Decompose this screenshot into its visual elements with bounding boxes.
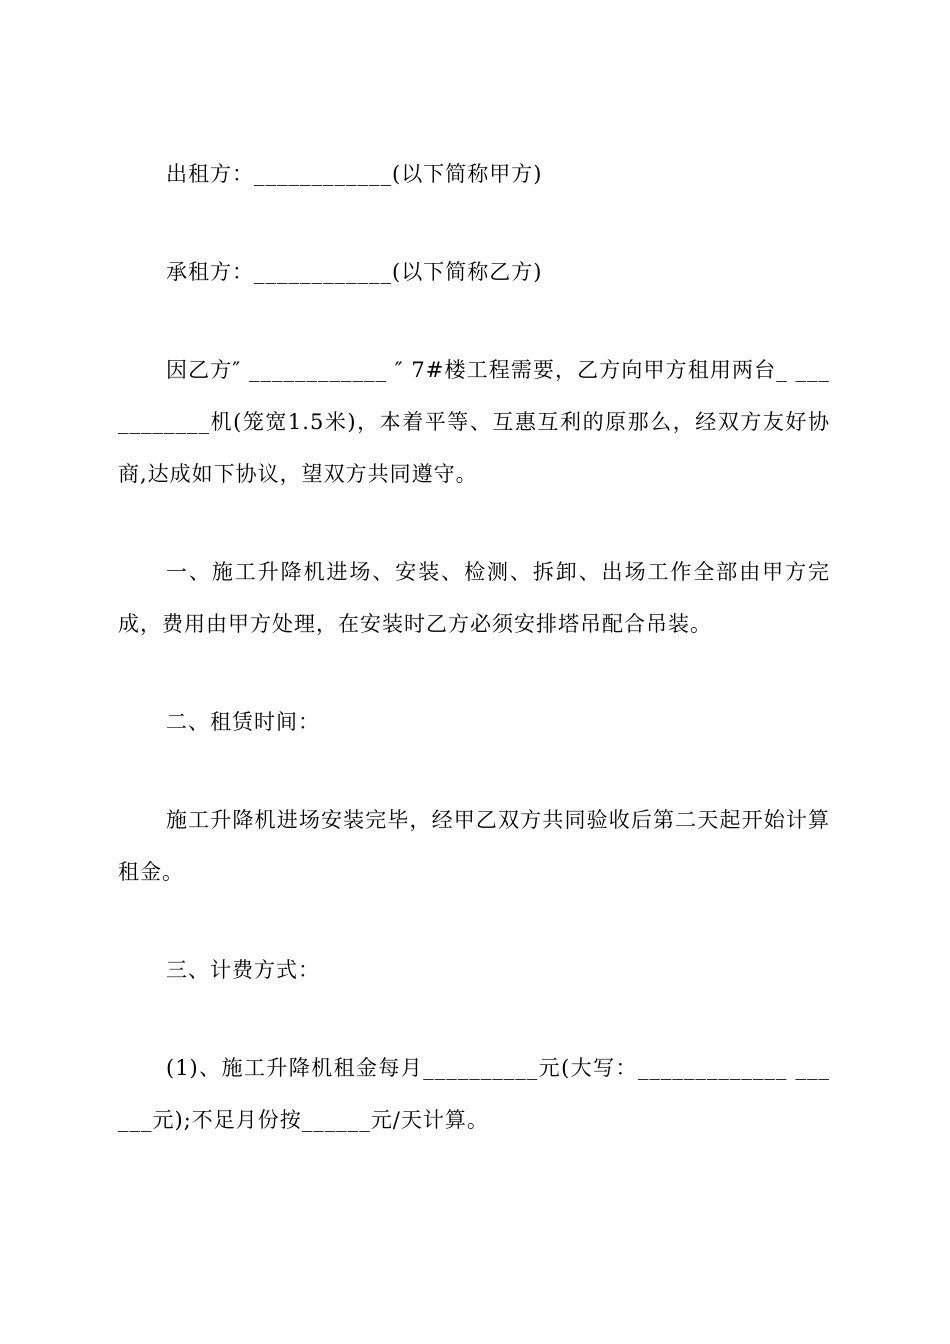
- lessor-line: 出租方：____________(以下简称甲方): [166, 162, 543, 186]
- clause-two-heading: 二、租赁时间：: [166, 710, 320, 734]
- lessee-line: 承租方：____________(以下简称乙方): [166, 260, 543, 284]
- preamble-paragraph: 因乙方″ ____________ ″ 7#楼工程需要，乙方向甲方租用两台_ ___________机(笼宽1.5米)，本着平等、互惠互利的原那么，经双方友好协商,达成如下协议，望双方共同遵守。: [118, 358, 830, 486]
- document-page: [118, 148, 830, 1146]
- clause-two-paragraph: 施工升降机进场安装完毕，经甲乙双方共同验收后第二天起开始计算租金。: [118, 808, 830, 884]
- clause-three-item-one: (1)、施工升降机租金每月__________元(大写：_____________ ______元);不足月份按______元/天计算。: [118, 1056, 830, 1132]
- clause-one-paragraph: 一、施工升降机进场、安装、检测、拆卸、出场工作全部由甲方完成，费用由甲方处理，在安装时乙方必须安排塔吊配合吊装。: [118, 560, 830, 636]
- clause-three-heading: 三、计费方式：: [166, 958, 320, 982]
